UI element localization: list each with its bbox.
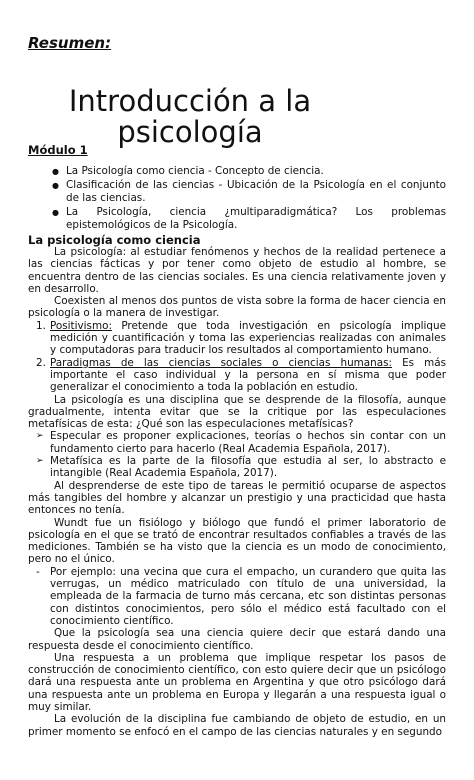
paragraph: Que la psicología sea una ciencia quiere decir que estará dando una respuesta desde el conocimiento científico. <box>28 627 446 652</box>
item-term: Paradigmas de las ciencias sociales o ciencias humanas: <box>50 356 393 369</box>
document-title <box>60 86 320 148</box>
body-text <box>28 246 446 738</box>
topic-list <box>52 165 446 233</box>
dash-list <box>28 566 446 627</box>
item-term: Positivismo: <box>50 319 112 332</box>
topic-item: ● Clasificación de las ciencias - Ubicación de la Psicología en el conjunto de las ciencias. <box>52 179 446 206</box>
arrow-item <box>28 430 446 455</box>
paragraph: Al desprenderse de este tipo de tareas le permitió ocuparse de aspectos más tangibles del hombre y alcanzar un prestigio y una practicidad que hasta entonces no tenía. <box>28 479 446 517</box>
item-number: 1. <box>36 319 46 332</box>
numbered-item <box>28 357 446 394</box>
module-heading: Módulo 1 <box>28 143 88 157</box>
numbered-list <box>28 320 446 394</box>
item-text: Metafísica es la parte de la filosofía que estudia al ser, lo abstracto e intangible (Real Academia Española, 2017). <box>50 455 446 480</box>
dash-bullet: - <box>36 565 40 578</box>
arrow-list <box>28 430 446 479</box>
paragraph: Wundt fue un fisiólogo y biólogo que fundó el primer laboratorio de psicología en el que se trató de encontrar resultados confiables a través de las mediciones. También se ha visto que la ciencia es un modo de conocimiento, pero no el único. <box>28 516 446 566</box>
title-line-1: Introducción a la <box>68 84 312 118</box>
dash-item <box>28 566 446 627</box>
summary-heading: Resumen: <box>28 34 112 52</box>
paragraph: Coexisten al menos dos puntos de vista sobre la forma de hacer ciencia en psicología o la manera de investigar. <box>28 295 446 320</box>
paragraph: La psicología es una disciplina que se desprende de la filosofía, aunque gradualmente, intenta evitar que se la critique por las especulaciones metafísicas de esta: ¿Qué son las especulaciones metafísicas? <box>28 393 446 431</box>
topic-item: ● La Psicología como ciencia - Concepto de ciencia. <box>52 165 446 179</box>
arrow-bullet-icon: ➢ <box>36 431 44 442</box>
paragraph: La psicología: al estudiar fenómenos y hechos de la realidad pertenece a las ciencias fácticas y por tener como objeto de estudio al hombre, se encuentra dentro de las ciencias sociales. Es una ciencia relativamente joven y en desarrollo. <box>28 246 446 295</box>
title-line-2: psicología <box>117 115 263 149</box>
paragraph: La evolución de la disciplina fue cambiando de objeto de estudio, en un primer momento se enfocó en el campo de las ciencias naturales y en segundo <box>28 713 446 738</box>
numbered-item <box>28 320 446 357</box>
item-text: Pretende que toda investigación en psicología implique medición y cuantificación y toma las experiencias realizadas con animales y computadoras para traducir los resultados al comportamiento humano. <box>50 319 446 357</box>
paragraph: Una respuesta a un problema que implique respetar los pasos de construcción de conocimiento científico, con esto quiere decir que un psicólogo dará una respuesta ante un problema en Argentina y que otro psicólogo dará una respuesta ante un problema en Europa y llegarán a una respuesta igual o muy similar. <box>28 651 446 713</box>
item-text: Por ejemplo: una vecina que cura el empacho, un curandero que quita las verrugas, un médico matriculado con título de una universidad, la empleada de la farmacia de turno más cercana, etc son distintas personas con distintos conocimientos, pero sólo el médico está facultado con el conocimiento científico. <box>50 565 446 627</box>
item-number: 2. <box>36 356 46 369</box>
arrow-bullet-icon: ➢ <box>36 456 44 467</box>
item-text: Es más importante el caso individual y la persona en sí misma que poder generalizar el conocimiento a toda la población en estudio. <box>50 356 446 394</box>
arrow-item <box>28 455 446 480</box>
item-text: Especular es proponer explicaciones, teorías o hechos sin contar con un fundamento cierto para hacerlo (Real Academia Española, 2017). <box>50 430 446 455</box>
section-heading: La psicología como ciencia <box>28 233 201 247</box>
topic-item: ● La Psicología, ciencia ¿multiparadigmática? Los problemas epistemológicos de la Psicología. <box>52 206 446 233</box>
